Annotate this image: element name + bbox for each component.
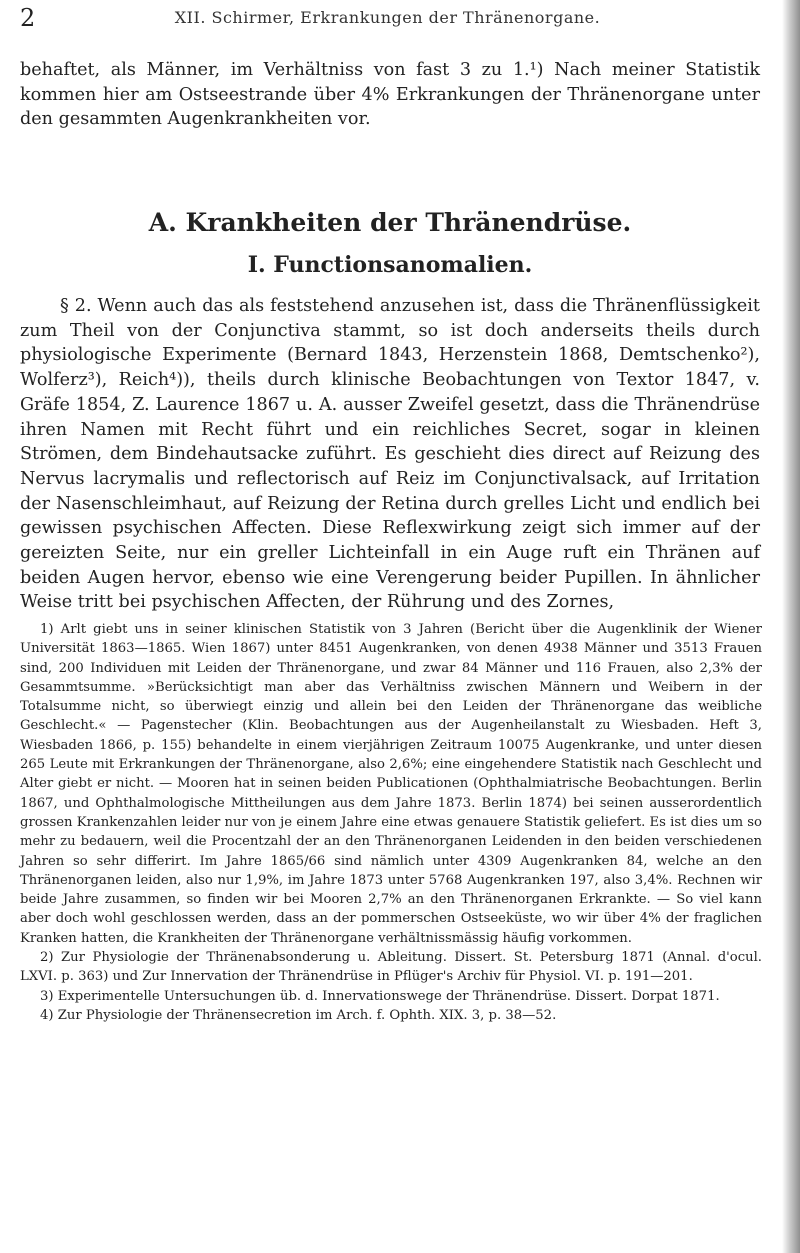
page-edge-shadow [782, 0, 800, 1253]
page-number: 2 [20, 4, 36, 32]
intro-text: behaftet, als Männer, im Verhältniss von fast 3 zu 1.¹) Nach meiner Statistik kommen hier am Ostseestrande über 4% Erkrankungen der Thränenorgane unter den gesammten Augenkrankheiten vor. [20, 60, 760, 129]
footnote-4: 4) Zur Physiologie der Thränensecretion im Arch. f. Ophth. XIX. 3, p. 38—52. [40, 1007, 557, 1023]
intro-paragraph [20, 58, 760, 132]
running-head [20, 4, 755, 36]
main-paragraph [20, 294, 760, 615]
subsection-title: I. Functionsanomalien. [247, 252, 533, 278]
footnotes [20, 620, 762, 1025]
footnote-2: 2) Zur Physiologie der Thränenabsonderung u. Ableitung. Dissert. St. Petersburg 1871 (Annal. d'ocul. LXVI. p. 363) und Zur Innervation der Thränendrüse in Pflüger's Archiv für Physiol. VI. p. 191—201. [20, 950, 762, 985]
footnote-1: 1) Arlt giebt uns in seiner klinischen Statistik von 3 Jahren (Bericht über die Augenklinik der Wiener Universität 1863—1865. Wien 1867) unter 8451 Augenkranken, von denen 4938 Männer und 3513 Frauen sind, 200 Individuen mit Leiden der Thränenorgane, und zwar 84 Männer und 116 Frauen, also 2,3% der Gesammtsumme. »Berücksichtigt man aber das Verhältniss zwischen Männern und Weibern in der Totalsumme nicht, so überwiegt einzig und allein bei den Leiden der Thränenorgane das weibliche Geschlecht.« — Pagenstecher (Klin. Beobachtungen aus der Augenheilanstalt zu Wiesbaden. Heft 3, Wiesbaden 1866, p. 155) behandelte in einem vierjährigen Zeitraum 10075 Augenkranke, und unter diesen 265 Leute mit Erkrankungen der Thränenorgane, also 2,6%; eine eingehendere Statistik nach Geschlecht und Alter giebt er nicht. — Mooren hat in seinen beiden Publicationen (Ophthalmiatrische Beobachtungen. Berlin 1867, und Ophthalmologische Mittheilungen aus dem Jahre 1873. Berlin 1874) bei seinen ausserordentlich grossen Krankenzahlen leider nur von je einem Jahre eine etwas genauere Statistik geliefert. Es ist dies um so mehr zu bedauern, weil die Procentzahl der an den Thränenorganen Leidenden in den beiden verschiedenen Jahren so sehr differirt. Im Jahre 1865/66 sind nämlich unter 4309 Augenkranken 84, welche an den Thränenorganen leiden, also nur 1,9%, im Jahre 1873 unter 5768 Augenkranken 197, also 3,4%. Rechnen wir beide Jahre zusammen, so finden wir bei Mooren 2,7% an den Thränenorganen Erkrankte. — So viel kann aber doch wohl geschlossen werden, dass an der pommerschen Ostseeküste, wo wir über 4% der fraglichen Kranken hatten, die Krankheiten der Thränenorgane verhältnissmässig häufig vorkommen. [20, 622, 762, 946]
footnote-3: 3) Experimentelle Untersuchungen üb. d. Innervationswege der Thränendrüse. Dissert. Dorpat 1871. [40, 988, 720, 1004]
section-title: A. Krankheiten der Thränendrüse. [148, 208, 632, 237]
main-text: § 2. Wenn auch das als feststehend anzusehen ist, dass die Thränenflüssigkeit zum Theil von der Conjunctiva stammt, so ist doch anderseits theils durch physiologische Experimente (Bernard 1843, Herzenstein 1868, Demtschenko²), Wolferz³), Reich⁴)), theils durch klinische Beobachtungen von Textor 1847, v. Gräfe 1854, Z. Laurence 1867 u. A. ausser Zweifel gesetzt, dass die Thränendrüse ihren Namen mit Recht führt und ein reichliches Secret, sogar in kleinen Strömen, dem Bindehautsacke zuführt. Es geschieht dies direct auf Reizung des Nervus lacrymalis und reflectorisch auf Reiz im Conjunctivalsack, auf Irritation der Nasenschleimhaut, auf Reizung der Retina durch grelles Licht und endlich bei gewissen psychischen Affecten. Diese Reflexwirkung zeigt sich immer auf der gereizten Seite, nur ein greller Lichteinfall in ein Auge ruft ein Thränen auf beiden Augen hervor, ebenso wie eine Verengerung beider Pupillen. In ähnlicher Weise tritt bei psychischen Affecten, der Rührung und des Zornes, [20, 296, 760, 613]
running-title: XII. Schirmer, Erkrankungen der Thränenorgane. [174, 8, 601, 27]
